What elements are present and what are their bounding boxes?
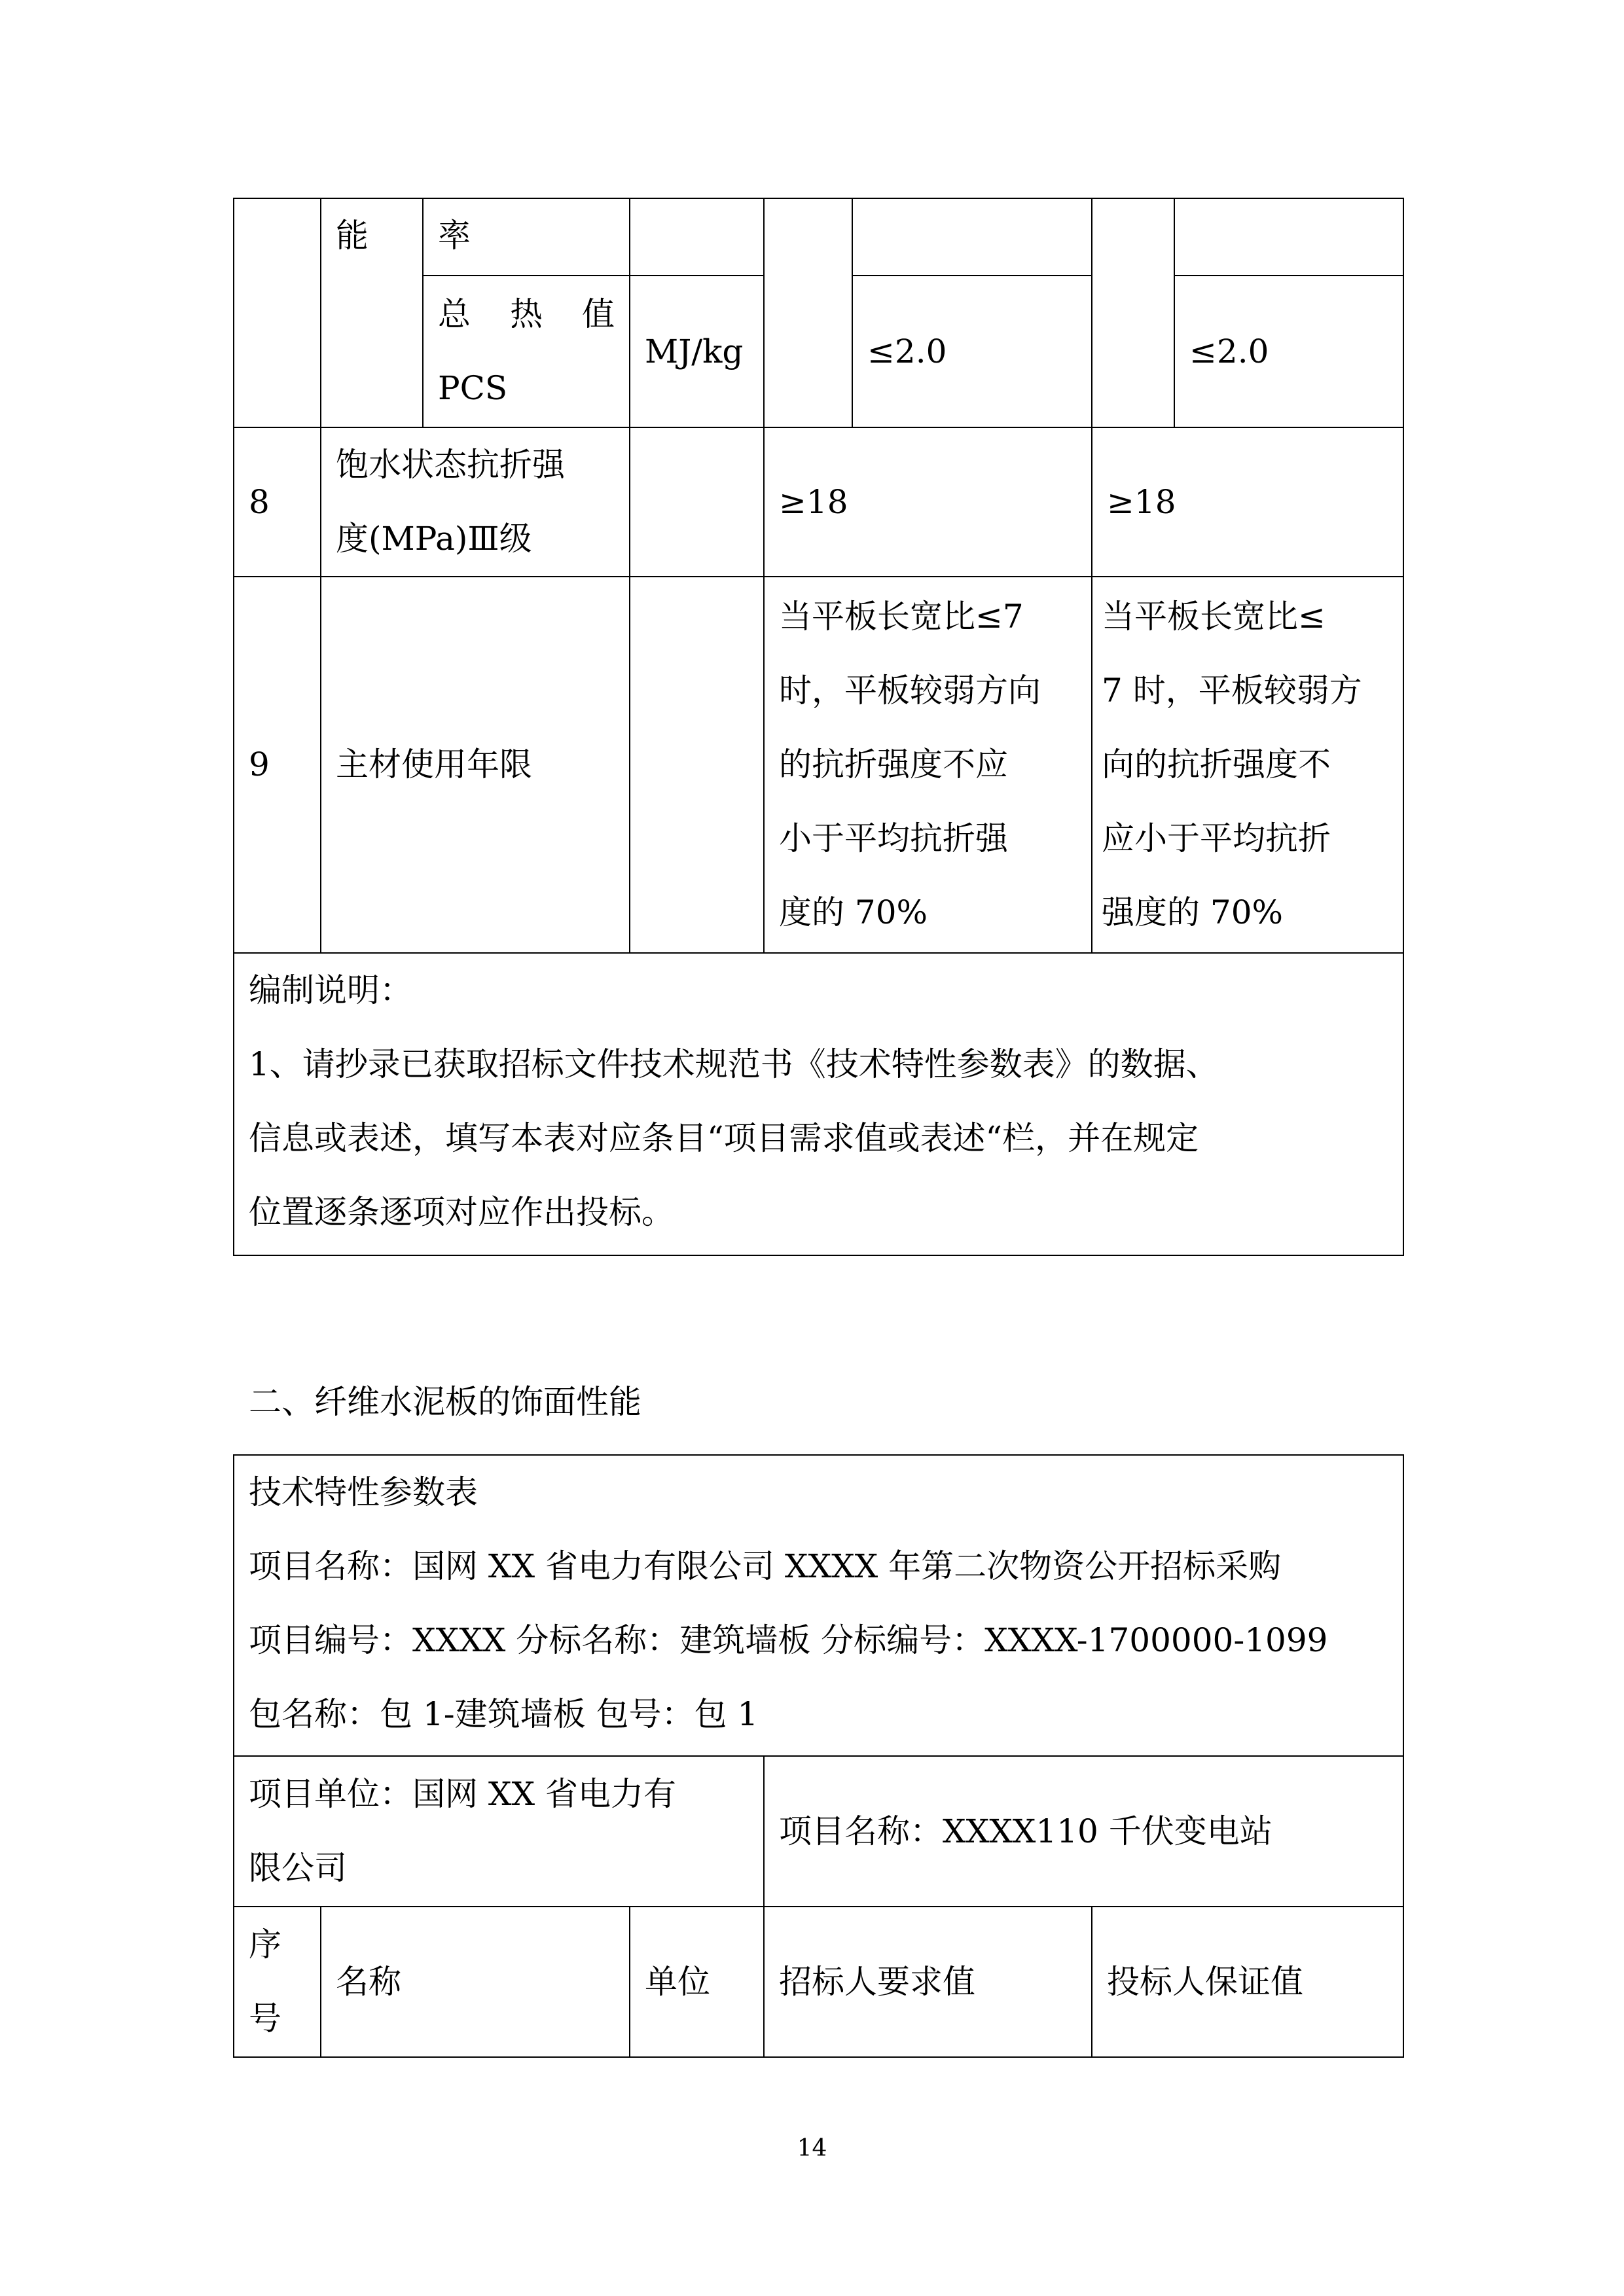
bid-line: 当平板长宽比≤: [1102, 598, 1326, 636]
no-cell: 9: [234, 577, 321, 953]
header-no: [234, 1907, 321, 2057]
header-bid: 投标人保证值: [1092, 1907, 1403, 2057]
unit-cell: MJ/kg: [630, 276, 764, 427]
project-unit-line: 项目单位：国网 XX 省电力有: [249, 1775, 676, 1813]
table-row: [234, 577, 1403, 953]
project-unit-line: 限公司: [249, 1849, 347, 1887]
sub-name-line: PCS: [438, 369, 508, 407]
notes-row: [234, 953, 1403, 1255]
header-name: 名称: [321, 1907, 630, 2057]
char: 热: [510, 295, 543, 333]
required-cell: [852, 198, 1092, 276]
info-line: 包名称：包 1-建筑墙板 包号：包 1: [249, 1695, 759, 1733]
table-row: [234, 198, 1403, 276]
name-line: 饱水状态抗折强: [336, 446, 565, 484]
sub-name-cell: 率: [423, 198, 630, 276]
required-cell: ≥18: [764, 427, 1092, 577]
project-unit-cell: [234, 1756, 764, 1907]
no-cell: 8: [234, 427, 321, 577]
name-cell: [321, 427, 630, 577]
bid-blank-cell: [1092, 198, 1174, 427]
required-cell: [764, 577, 1092, 953]
unit-cell: [630, 427, 764, 577]
required-line: 度的 70%: [779, 893, 928, 931]
bid-line: 强度的 70%: [1102, 893, 1284, 931]
header-no-line: 序: [249, 1926, 281, 1964]
page-number: 14: [797, 2135, 827, 2162]
info-cell: [234, 1455, 1403, 1756]
sub-name-cell: [423, 276, 630, 427]
technical-parameters-table-continued: [233, 198, 1404, 1256]
required-line: 时，平板较弱方向: [779, 672, 1041, 709]
name-cell: 主材使用年限: [321, 577, 630, 953]
bid-line: 应小于平均抗折: [1102, 819, 1331, 857]
header-row: [234, 1907, 1403, 2057]
bid-cell: ≤2.0: [1174, 276, 1403, 427]
unit-row: [234, 1756, 1403, 1907]
project-name-cell: 项目名称：XXXX110 千伏变电站: [764, 1756, 1403, 1907]
info-line: 项目编号：XXXX 分标名称：建筑墙板 分标编号：XXXX-1700000-1099: [249, 1621, 1328, 1659]
required-cell: ≤2.0: [852, 276, 1092, 427]
bid-line: 7 时，平板较弱方: [1102, 672, 1362, 709]
bid-line: 向的抗折强度不: [1102, 745, 1331, 783]
header-unit: 单位: [630, 1907, 764, 2057]
bid-cell: ≥18: [1092, 427, 1403, 577]
char: 值: [582, 295, 615, 333]
info-title: 技术特性参数表: [249, 1473, 478, 1511]
required-line: 的抗折强度不应: [779, 745, 1008, 783]
no-cell: [234, 198, 321, 427]
header-required: 招标人要求值: [764, 1907, 1092, 2057]
section-heading: 二、纤维水泥板的饰面性能: [249, 1383, 641, 1421]
unit-cell: [630, 577, 764, 953]
technical-parameters-table: [233, 1454, 1404, 2058]
notes-line: 信息或表述，填写本表对应条目“项目需求值或表述“栏，并在规定: [249, 1119, 1199, 1157]
required-blank-cell: [764, 198, 852, 427]
category-cell: 能: [321, 198, 423, 427]
table-row: [234, 427, 1403, 577]
header-no-line: 号: [249, 2000, 281, 2037]
info-line: 项目名称：国网 XX 省电力有限公司 XXXX 年第二次物资公开招标采购: [249, 1547, 1282, 1585]
required-line: 小于平均抗折强: [779, 819, 1008, 857]
sub-name-line: [438, 278, 615, 351]
unit-cell: [630, 198, 764, 276]
bid-cell: [1174, 198, 1403, 276]
notes-line: 1、请抄录已获取招标文件技术规范书《技术特性参数表》的数据、: [249, 1045, 1219, 1083]
notes-line: 位置逐条逐项对应作出投标。: [249, 1193, 674, 1231]
info-row: [234, 1455, 1403, 1756]
notes-line: 编制说明：: [249, 971, 412, 1009]
name-line: 度(MPa)Ⅲ级: [336, 520, 532, 558]
notes-cell: [234, 953, 1403, 1255]
required-line: 当平板长宽比≤7: [779, 598, 1024, 636]
bid-cell: [1092, 577, 1403, 953]
char: 总: [438, 295, 471, 333]
